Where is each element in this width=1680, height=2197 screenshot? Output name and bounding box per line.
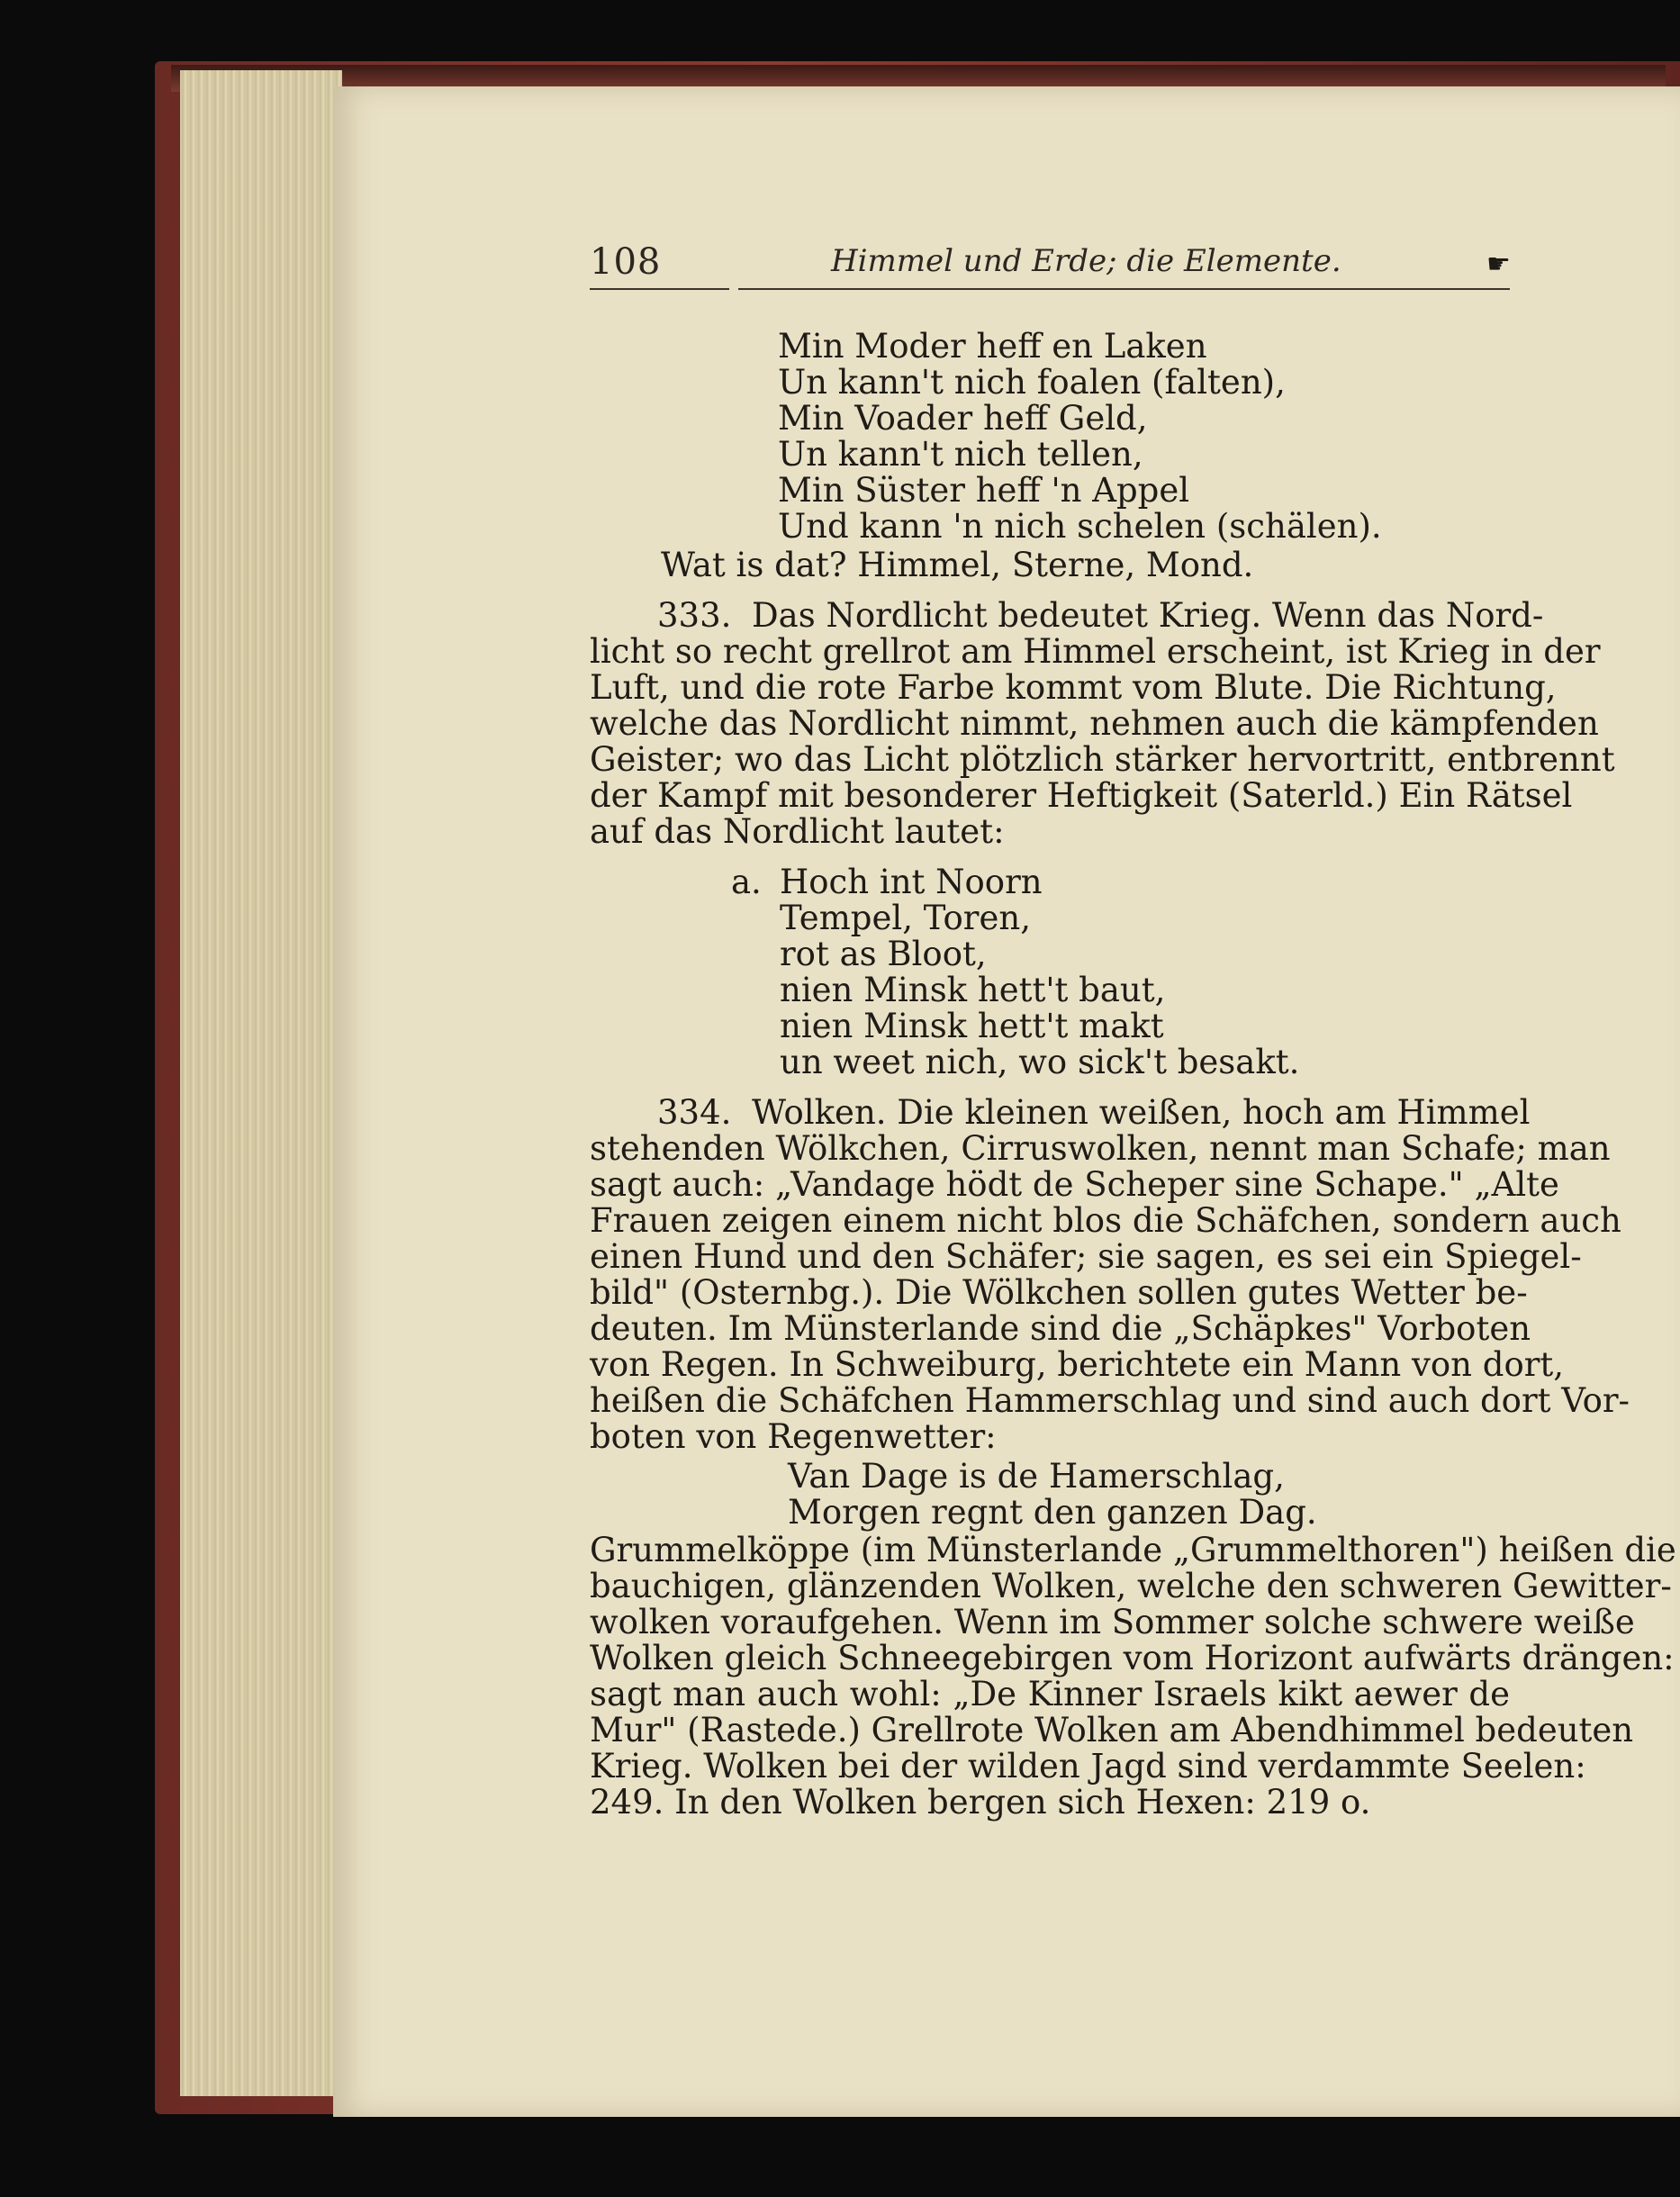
paragraph-line: sagt auch: „Vandage hödt de Scheper sine Schape." „Alte — [590, 1165, 1559, 1204]
paragraph-line — [590, 596, 1544, 635]
page-number: 108 — [590, 241, 662, 283]
paragraph-line: sagt man auch wohl: „De Kinner Israels kikt aewer de — [590, 1675, 1510, 1713]
riddle-line: rot as Bloot, — [780, 935, 987, 973]
paragraph-line: bild" (Osternbg.). Die Wölkchen sollen gutes Wetter be- — [590, 1273, 1528, 1312]
paragraph-line: Luft, und die rote Farbe kommt vom Blute. Die Richtung, — [590, 668, 1557, 707]
verse-line: Morgen regnt den ganzen Dag. — [788, 1493, 1317, 1532]
paragraph-line: Frauen zeigen einem nicht blos die Schäfchen, sondern auch — [590, 1201, 1621, 1240]
riddle-line: nien Minsk hett't baut, — [780, 971, 1166, 1009]
poem-line: Min Voader heff Geld, — [778, 399, 1148, 438]
paragraph-line: stehenden Wölkchen, Cirruswolken, nennt man Schafe; man — [590, 1129, 1611, 1168]
paragraph-line: deuten. Im Münsterlande sind die „Schäpkes" Vorboten — [590, 1309, 1531, 1348]
running-title: Himmel und Erde; die Elemente. — [831, 243, 1341, 279]
paragraph-line-text: Das Nordlicht bedeutet Krieg. Wenn das Nord- — [752, 596, 1544, 635]
paragraph-line: Wolken. Die kleinen weißen, hoch am Himmel — [752, 1093, 1531, 1132]
paragraph-line: von Regen. In Schweiburg, berichtete ein Mann von dort, — [590, 1345, 1565, 1384]
riddle-label: a. — [731, 863, 762, 901]
riddle-line: Hoch int Noorn — [780, 863, 1043, 901]
riddle-line: un weet nich, wo sick't besakt. — [780, 1043, 1300, 1081]
riddle-answer: Wat is dat? Himmel, Sterne, Mond. — [661, 546, 1254, 584]
paragraph-line: Krieg. Wolken bei der wilden Jagd sind verdammte Seelen: — [590, 1747, 1586, 1786]
section-number: 334. — [657, 1093, 732, 1132]
riddle-line: nien Minsk hett't makt — [780, 1007, 1164, 1045]
verse-line: Van Dage is de Hamerschlag, — [788, 1457, 1285, 1496]
paragraph-line: welche das Nordlicht nimmt, nehmen auch die kämpfenden — [590, 704, 1599, 743]
paragraph-line: Mur" (Rastede.) Grellrote Wolken am Abendhimmel bedeuten — [590, 1711, 1634, 1749]
page-header — [590, 236, 1510, 290]
header-rule-gap — [729, 285, 738, 292]
paragraph-line: Geister; wo das Licht plötzlich stärker hervortritt, entbrennt — [590, 740, 1615, 779]
paragraph-line: Grummelköppe (im Münsterlande „Grummelthoren") heißen die — [590, 1531, 1676, 1569]
poem-line: Und kann 'n nich schelen (schälen). — [778, 507, 1382, 546]
paragraph-line: bauchigen, glänzenden Wolken, welche den schweren Gewitter- — [590, 1567, 1672, 1605]
poem-line: Un kann't nich tellen, — [778, 435, 1143, 474]
paragraph-line: licht so recht grellrot am Himmel erscheint, ist Krieg in der — [590, 632, 1601, 671]
paragraph-line: Wolken gleich Schneegebirgen vom Horizont aufwärts drängen: — [590, 1639, 1675, 1677]
poem-line: Un kann't nich foalen (falten), — [778, 363, 1286, 402]
poem-line: Min Süster heff 'n Appel — [778, 471, 1190, 510]
paragraph-line: boten von Regenwetter: — [590, 1417, 997, 1456]
paragraph-line: wolken voraufgehen. Wenn im Sommer solche schwere weiße — [590, 1603, 1635, 1641]
paragraph-line: einen Hund und den Schäfer; sie sagen, es sei ein Spiegel- — [590, 1237, 1582, 1276]
header-rule — [590, 288, 1510, 290]
riddle-line: Tempel, Toren, — [780, 899, 1031, 937]
paragraph-line: heißen die Schäfchen Hammerschlag und sind auch dort Vor- — [590, 1381, 1630, 1420]
paragraph-line: auf das Nordlicht lautet: — [590, 812, 1005, 851]
pointing-hand-icon: ☛ — [1486, 249, 1511, 280]
page-edges — [180, 70, 342, 2096]
paragraph-line: 249. In den Wolken bergen sich Hexen: 219 o. — [590, 1783, 1371, 1822]
section-number: 333. — [657, 596, 732, 635]
paragraph-line: der Kampf mit besonderer Heftigkeit (Saterld.) Ein Rätsel — [590, 776, 1573, 815]
poem-line: Min Moder heff en Laken — [778, 327, 1207, 366]
